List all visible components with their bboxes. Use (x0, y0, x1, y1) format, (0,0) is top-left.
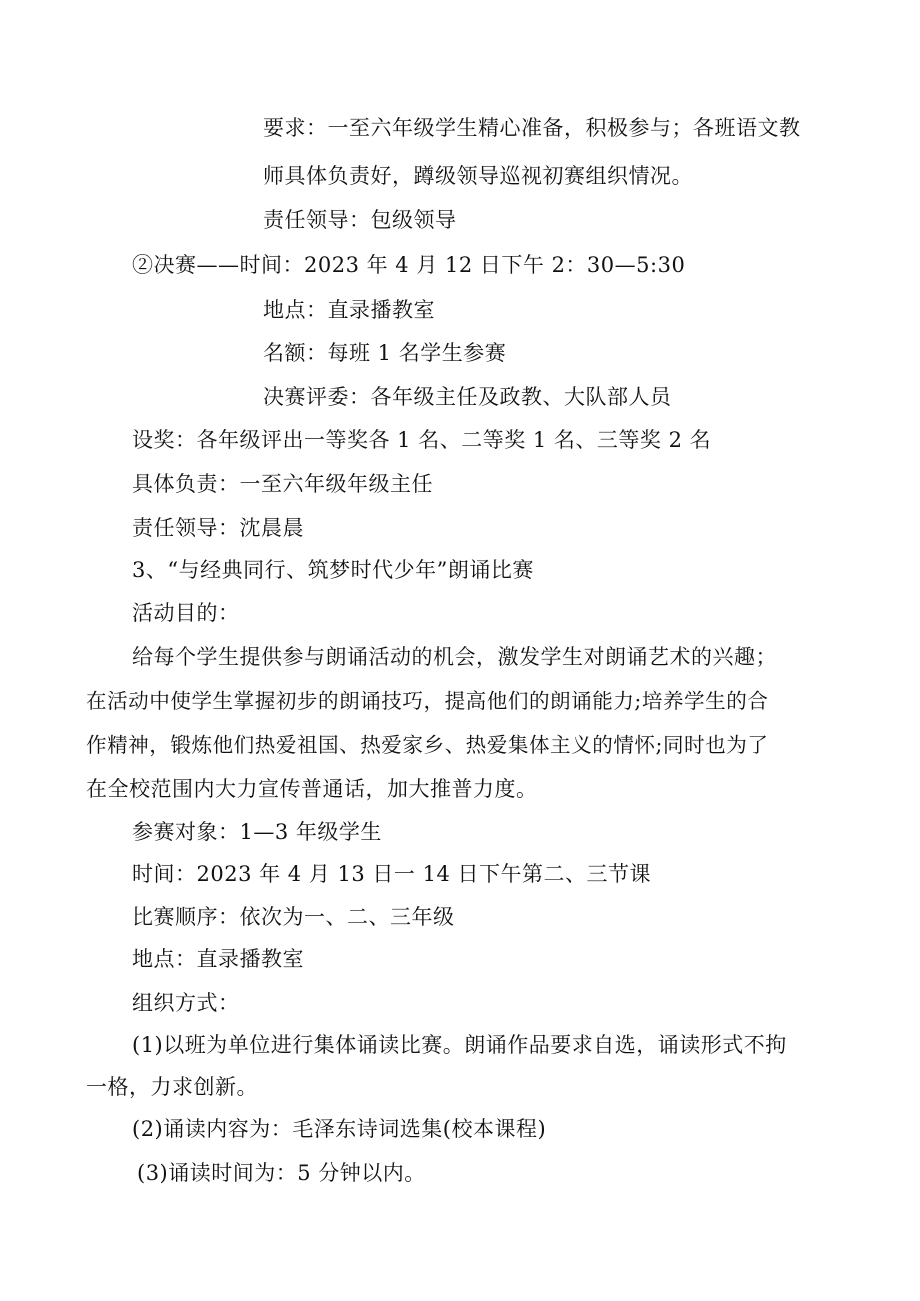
paragraph-line: 地点：直录播教室 (132, 947, 304, 971)
paragraph-line: 给每个学生提供参与朗诵活动的机会，激发学生对朗诵艺术的兴趣； (132, 645, 777, 669)
paragraph-line: 在活动中使学生掌握初步的朗诵技巧，提高他们的朗诵能力;培养学生的合 (86, 689, 769, 713)
paragraph-line: (3)诵读时间为：5 分钟以内。 (137, 1161, 426, 1185)
paragraph-line: 活动目的： (132, 601, 240, 625)
paragraph-line: 具体负责：一至六年级年级主任 (132, 472, 433, 496)
paragraph-line: 一格，力求创新。 (86, 1075, 258, 1099)
paragraph-line: 地点：直录播教室 (263, 298, 435, 322)
paragraph-line: 参赛对象：1—3 年级学生 (132, 820, 382, 844)
paragraph-line: 责任领导：包级领导 (263, 208, 457, 232)
paragraph-line: 名额：每班 1 名学生参赛 (263, 341, 507, 365)
paragraph-line: 决赛评委：各年级主任及政教、大队部人员 (263, 385, 672, 409)
paragraph-line: 师具体负责好，蹲级领导巡视初赛组织情况。 (263, 164, 693, 188)
paragraph-line: 设奖：各年级评出一等奖各 1 名、二等奖 1 名、三等奖 2 名 (132, 428, 712, 452)
section-heading: ②决赛——时间：2023 年 4 月 12 日下午 2：30—5:30 (132, 253, 686, 277)
paragraph-line: 作精神，锻炼他们热爱祖国、热爱家乡、热爱集体主义的情怀;同时也为了 (86, 733, 769, 757)
paragraph-line: 组织方式： (132, 991, 240, 1015)
paragraph-line: 比赛顺序：依次为一、二、三年级 (132, 905, 455, 929)
paragraph-line: 责任领导：沈晨晨 (132, 516, 304, 540)
paragraph-line: 要求：一至六年级学生精心准备，积极参与；各班语文教 (263, 116, 801, 140)
section-heading: 3、“与经典同行、筑梦时代少年”朗诵比赛 (132, 558, 534, 582)
paragraph-line: (1)以班为单位进行集体诵读比赛。朗诵作品要求自选，诵读形式不拘 (132, 1033, 787, 1057)
paragraph-line: 时间：2023 年 4 月 13 日一 14 日下午第二、三节课 (132, 862, 651, 886)
paragraph-line: 在全校范围内大力宣传普通话，加大推普力度。 (86, 777, 538, 801)
paragraph-line: (2)诵读内容为：毛泽东诗词选集(校本课程) (132, 1117, 547, 1141)
